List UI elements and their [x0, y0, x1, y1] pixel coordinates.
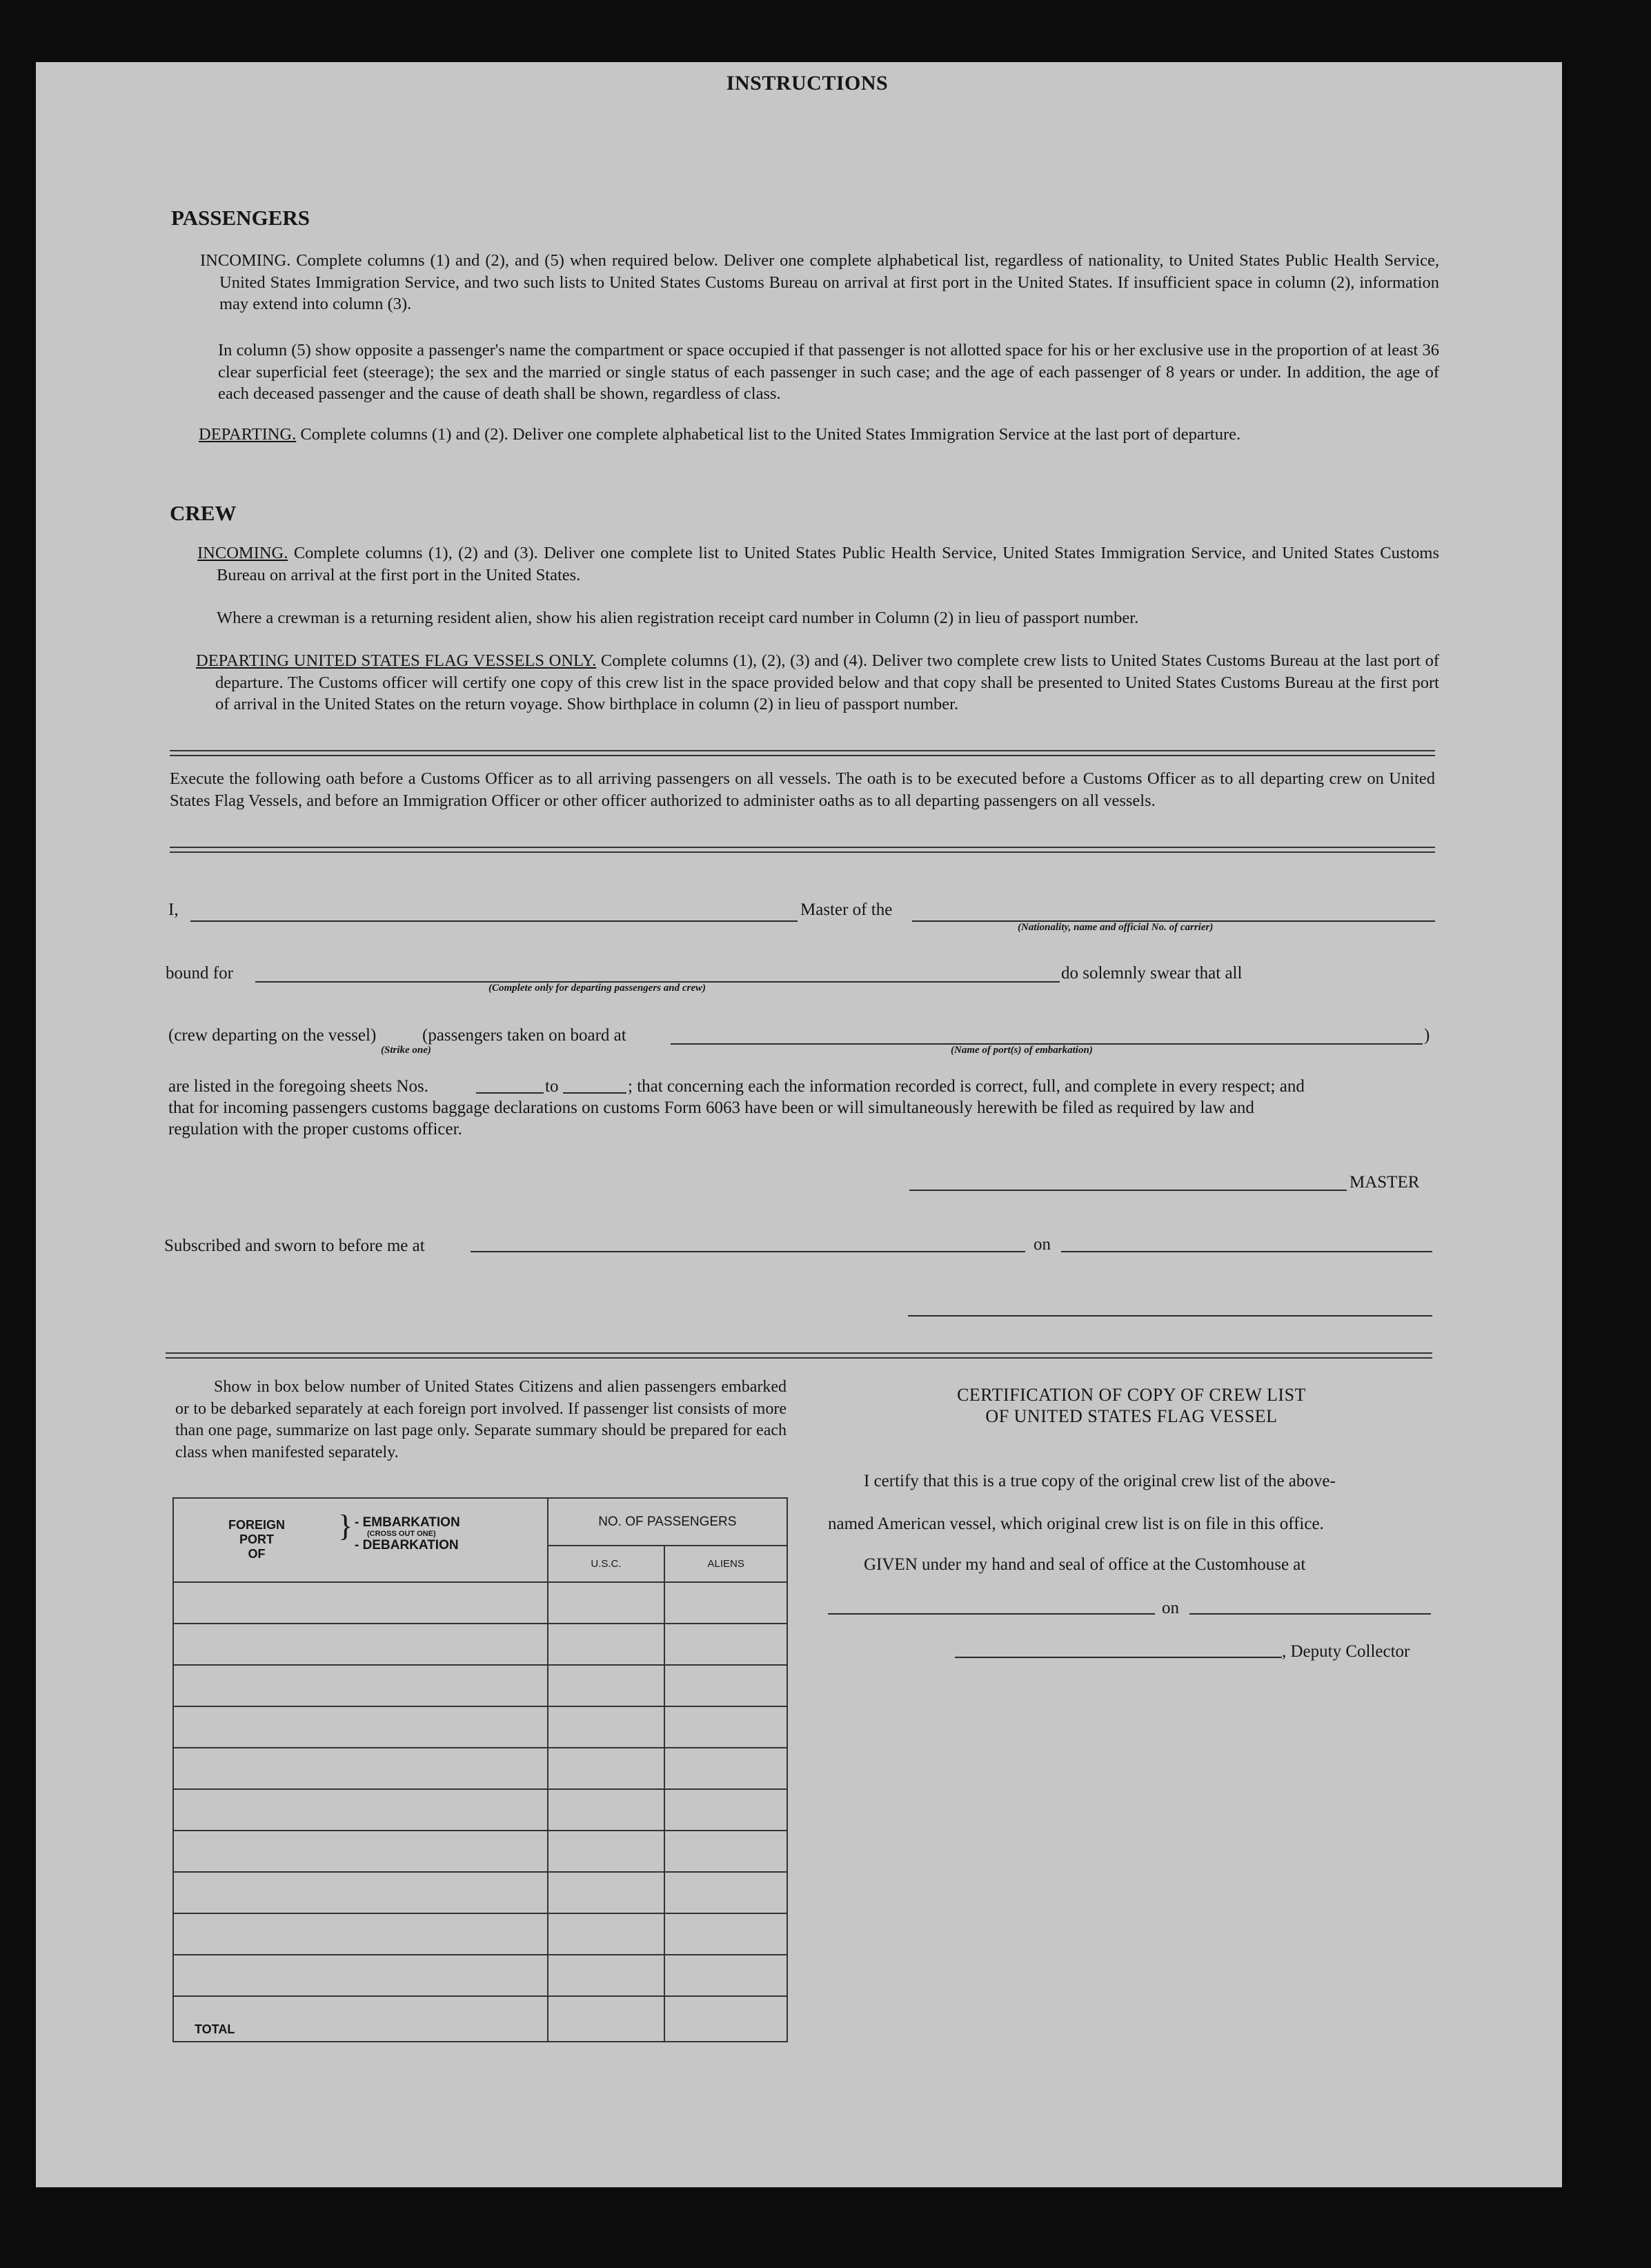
usc-cell[interactable] [548, 1789, 665, 1831]
port-caption: (Name of port(s) of embarkation) [951, 1045, 1093, 1056]
aliens-cell[interactable] [664, 1872, 787, 1913]
officer-signature-field[interactable] [908, 1315, 1432, 1317]
aliens-header: ALIENS [664, 1546, 787, 1582]
crew-incoming-label: INCOMING. [197, 544, 288, 562]
passengers-incoming-label: INCOMING. [200, 251, 291, 270]
usc-cell[interactable] [548, 1955, 665, 1996]
certification-heading-line2: OF UNITED STATES FLAG VESSEL [985, 1406, 1278, 1426]
usc-header: U.S.C. [548, 1546, 665, 1582]
crew-heading: CREW [170, 501, 237, 525]
port-cell[interactable] [173, 1789, 548, 1831]
crew-incoming-text: Complete columns (1), (2) and (3). Deliver one complete list to United States Public Health Service, United States Immigration Service, and United States Customs Bureau on arrival at the first port in the United States. [217, 544, 1439, 584]
port-cell[interactable] [173, 1872, 548, 1913]
table-header-row [173, 1498, 787, 1546]
section-divider [166, 1352, 1432, 1359]
of-word: OF [248, 1547, 266, 1561]
total-label: TOTAL [173, 1996, 548, 2042]
usc-cell[interactable] [548, 1748, 665, 1789]
page-title: INSTRUCTIONS [726, 72, 889, 95]
deputy-collector-label: , Deputy Collector [1282, 1642, 1410, 1661]
table-row [173, 1872, 787, 1913]
listed-line2: that for incoming passengers customs baggage declarations on customs Form 6063 have been or will simultaneously herewith be filed as required by law and [168, 1098, 1254, 1117]
crew-departing-paragraph [196, 650, 1439, 716]
bound-for-label: bound for [166, 964, 233, 983]
listed-rest: ; that concerning each the information recorded is correct, full, and complete in every respect; and [628, 1077, 1305, 1096]
certification-on-label: on [1162, 1599, 1179, 1617]
passengers-incoming-paragraph [200, 250, 1440, 315]
port-cell[interactable] [173, 1913, 548, 1955]
sheet-from-field[interactable] [476, 1092, 544, 1094]
summary-instructions: Show in box below number of United States Citizens and alien passengers embarked or to be debarked separately at each foreign port involved. If passenger list consists of more than one page, summarize on last page only. Separate summary should be prepared for each class when manifested separately. [175, 1378, 787, 1461]
crew-departing-label: DEPARTING UNITED STATES FLAG VESSELS ONLY. [196, 651, 597, 670]
subscribed-place-field[interactable] [471, 1251, 1025, 1252]
listed-line3: regulation with the proper customs officer. [168, 1120, 462, 1138]
usc-cell[interactable] [548, 1831, 665, 1872]
oath-i-label: I, [168, 900, 179, 919]
cross-out-note: (CROSS OUT ONE) [367, 1530, 436, 1538]
embarkation-option[interactable]: - EMBARKATION [355, 1515, 460, 1530]
master-of-label: Master of the [800, 900, 893, 919]
crew-incoming-paragraph [197, 542, 1439, 586]
passenger-summary-table [172, 1497, 788, 2042]
certification-date-field[interactable] [1189, 1613, 1431, 1615]
to-label: to [545, 1077, 559, 1096]
passengers-incoming-text: Complete columns (1) and (2), and (5) when required below. Deliver one complete alphabetical list, regardless of nationality, to United States Public Health Service, United States Immigration Service, and two such lists to United States Customs Bureau on arrival at first port in the United States. If insufficient space in column (2), information may extend into column (3). [219, 251, 1440, 313]
table-row [173, 1955, 787, 1996]
passengers-departing-text: Complete columns (1) and (2). Deliver one complete alphabetical list to the United States Immigration Service at the last port of departure. [300, 425, 1241, 444]
port-cell[interactable] [173, 1582, 548, 1624]
brace-icon: } [338, 1509, 353, 1543]
total-usc-cell[interactable] [548, 1996, 665, 2042]
passengers-departing-paragraph [199, 424, 1439, 446]
aliens-cell[interactable] [664, 1665, 787, 1706]
port-cell[interactable] [173, 1665, 548, 1706]
certification-line2: named American vessel, which original crew list is on file in this office. [828, 1515, 1324, 1533]
crew-departing-text: Complete columns (1), (2), (3) and (4). Deliver two complete crew lists to United States Customs Bureau at the last port of departure. The Customs officer will certify one copy of this crew list in the space provided below and that copy shall be presented to United States Customs Bureau at the first port of arrival in the United States on the return voyage. Show birthplace in column (2) in lieu of passport number. [215, 651, 1439, 713]
port-cell[interactable] [173, 1624, 548, 1665]
certification-heading-line1: CERTIFICATION OF COPY OF CREW LIST [957, 1385, 1306, 1405]
aliens-cell[interactable] [664, 1831, 787, 1872]
passengers-column5-paragraph: In column (5) show opposite a passenger's name the compartment or space occupied if that passenger is not allotted space for his or her exclusive use in the proportion of at least 36 clear superficial feet (steerage); the sex and the married or single status of each passenger in such case; and the age of each passenger of 8 years or under. In addition, the age of each deceased passenger and the cause of death shall be shown, regardless of class. [218, 341, 1439, 403]
close-paren: ) [1424, 1026, 1430, 1045]
deputy-signature-field[interactable] [955, 1657, 1282, 1658]
foreign-port-of-label [215, 1518, 298, 1561]
passengers-departing-label: DEPARTING. [199, 425, 297, 444]
passengers-taken-option: (passengers taken on board at [422, 1026, 626, 1045]
table-row [173, 1624, 787, 1665]
total-row [173, 1996, 787, 2042]
certification-heading [856, 1384, 1407, 1427]
table-row [173, 1748, 787, 1789]
port-cell[interactable] [173, 1831, 548, 1872]
crew-resident-paragraph: Where a crewman is a returning resident alien, show his alien registration receipt card number in Column (2) in lieu of passport number. [217, 609, 1139, 627]
usc-cell[interactable] [548, 1665, 665, 1706]
section-divider [170, 847, 1435, 853]
sheet-to-field[interactable] [563, 1092, 626, 1094]
usc-cell[interactable] [548, 1913, 665, 1955]
table-row [173, 1913, 787, 1955]
aliens-cell[interactable] [664, 1955, 787, 1996]
port-cell[interactable] [173, 1955, 548, 1996]
table-row [173, 1706, 787, 1748]
subscribed-on-label: on [1034, 1235, 1051, 1254]
aliens-cell[interactable] [664, 1582, 787, 1624]
embark-debark-labels [355, 1515, 460, 1552]
master-label: MASTER [1350, 1173, 1420, 1192]
total-aliens-cell[interactable] [664, 1996, 787, 2042]
no-of-passengers-header: NO. OF PASSENGERS [548, 1498, 787, 1546]
subscribed-label: Subscribed and sworn to before me at [164, 1236, 425, 1255]
master-signature-field[interactable] [909, 1190, 1347, 1191]
usc-cell[interactable] [548, 1872, 665, 1913]
subscribed-date-field[interactable] [1061, 1251, 1432, 1252]
bound-for-caption: (Complete only for departing passengers and crew) [488, 983, 706, 994]
customhouse-field[interactable] [828, 1613, 1155, 1615]
port-cell[interactable] [173, 1706, 548, 1748]
table-row [173, 1665, 787, 1706]
port-word: PORT [239, 1532, 274, 1546]
carrier-caption: (Nationality, name and official No. of carrier) [1018, 922, 1214, 933]
oath-intro-paragraph: Execute the following oath before a Customs Officer as to all arriving passengers on all vessels. The oath is to be executed before a Customs Officer as to all departing crew on United States Flag Vessels, and before an Immigration Officer or other officer authorized to administer oaths as to all departing passengers on all vessels. [170, 769, 1435, 810]
usc-cell[interactable] [548, 1582, 665, 1624]
table-row [173, 1582, 787, 1624]
listed-prefix: are listed in the foregoing sheets Nos. [168, 1077, 428, 1096]
foreign-port-header [173, 1498, 548, 1582]
usc-cell[interactable] [548, 1624, 665, 1665]
aliens-cell[interactable] [664, 1624, 787, 1665]
table-row [173, 1831, 787, 1872]
passengers-heading: PASSENGERS [171, 206, 310, 230]
port-cell[interactable] [173, 1748, 548, 1789]
swear-label: do solemnly swear that all [1061, 964, 1243, 983]
section-divider [170, 750, 1435, 756]
certification-line1: I certify that this is a true copy of the original crew list of the above- [864, 1472, 1336, 1490]
usc-cell[interactable] [548, 1706, 665, 1748]
strike-caption: (Strike one) [381, 1045, 431, 1056]
foreign-word: FOREIGN [228, 1518, 285, 1532]
aliens-cell[interactable] [664, 1706, 787, 1748]
debarkation-option[interactable]: - DEBARKATION [355, 1538, 459, 1552]
aliens-cell[interactable] [664, 1748, 787, 1789]
crew-departing-option: (crew departing on the vessel) [168, 1026, 377, 1045]
table-row [173, 1789, 787, 1831]
certification-line3: GIVEN under my hand and seal of office at the Customhouse at [864, 1555, 1306, 1574]
aliens-cell[interactable] [664, 1913, 787, 1955]
master-name-field[interactable] [190, 920, 798, 922]
aliens-cell[interactable] [664, 1789, 787, 1831]
